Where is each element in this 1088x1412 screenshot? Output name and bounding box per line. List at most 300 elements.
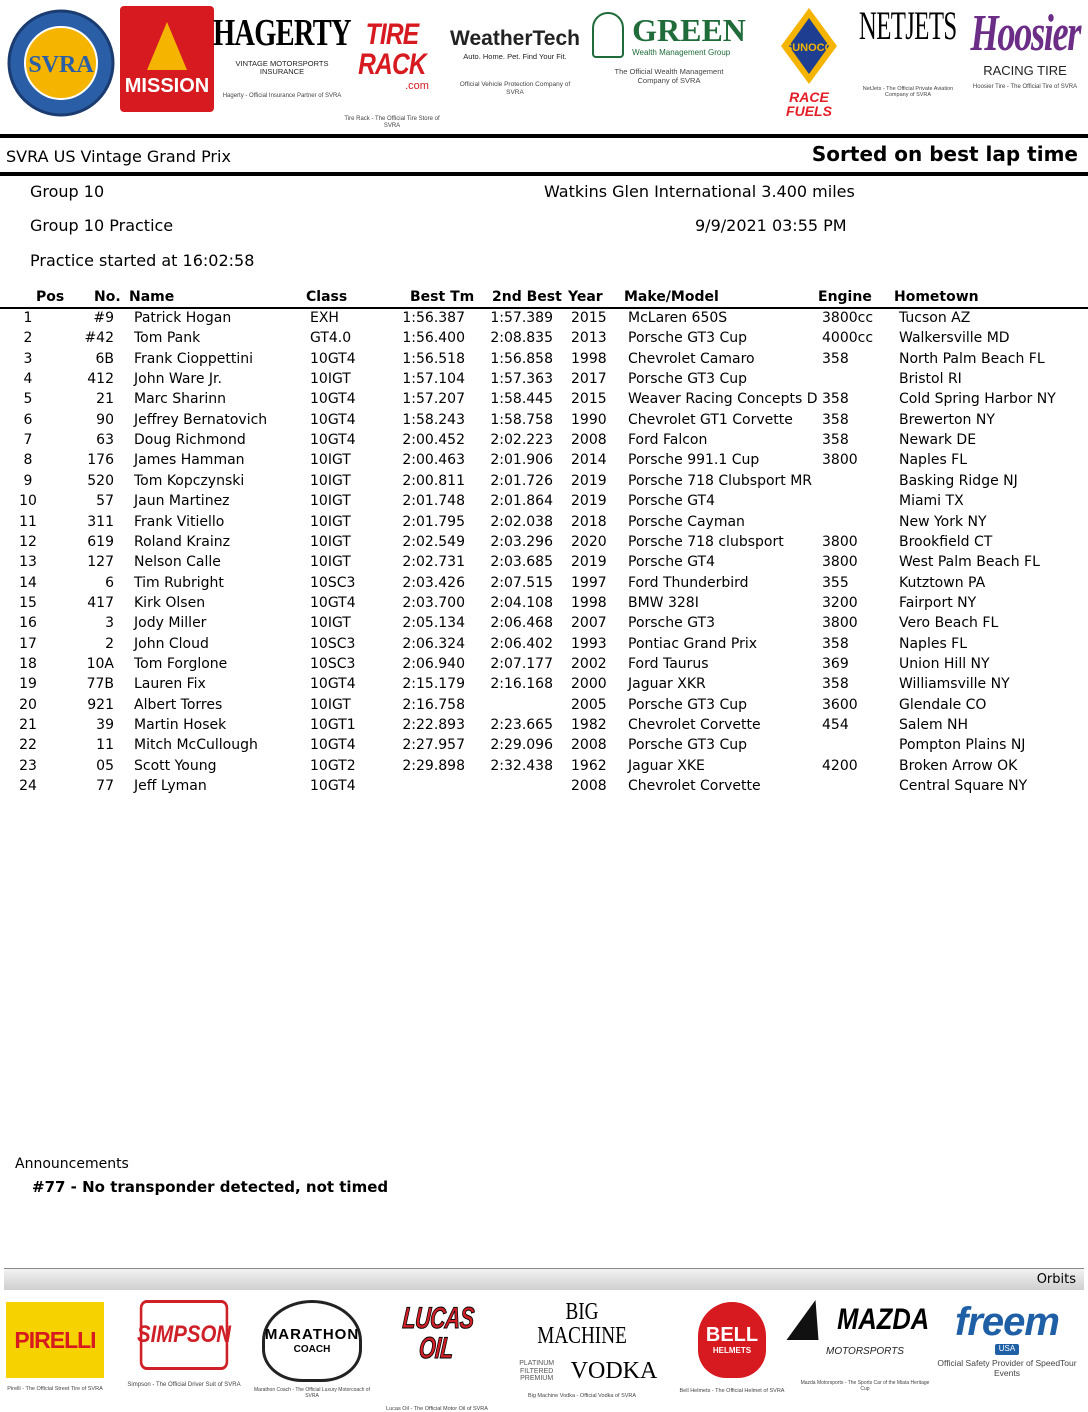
cell-make-model: Porsche 718 Clubsport MR (628, 472, 813, 489)
cell-driver-name: Tom Forglone (134, 655, 228, 672)
cell-best-time: 2:06.940 (402, 655, 465, 672)
cell-pos: 8 (23, 452, 33, 469)
column-header-name: Name (129, 289, 175, 305)
cell-second-best: 1:57.363 (490, 371, 553, 388)
table-row (0, 656, 1088, 676)
cell-pos: 17 (19, 635, 37, 652)
cell-hometown: Cold Spring Harbor NY (899, 391, 1056, 408)
cell-engine: 358 (822, 411, 849, 428)
cell-year: 2013 (571, 330, 607, 347)
cell-class: 10GT2 (310, 757, 356, 774)
bell-helmets-caption: Bell Helmets - The Official Helmet of SVRA (679, 1388, 785, 1394)
cell-make-model: Porsche Cayman (628, 513, 745, 530)
simpson-logo-text: SIMPSON (140, 1300, 228, 1370)
cell-pos: 9 (23, 472, 33, 489)
cell-make-model: Jaguar XKR (628, 676, 706, 693)
cell-best-time: 2:06.324 (402, 635, 465, 652)
footer-brand: Orbits (1036, 1272, 1076, 1287)
cell-make-model: Weaver Racing Concepts D (628, 391, 818, 408)
cell-hometown: West Palm Beach FL (899, 554, 1040, 571)
mission-logo-text: MISSION (124, 75, 210, 97)
cell-best-time: 2:00.452 (402, 432, 465, 449)
cell-hometown: Miami TX (899, 493, 964, 510)
tirerack-logo-icon (340, 20, 444, 130)
cell-class: 10GT4 (310, 778, 356, 795)
marathon-coach-sub: COACH (293, 1344, 331, 1355)
cell-pos: 3 (23, 350, 33, 367)
cell-driver-name: Tom Kopczynski (134, 472, 245, 489)
cell-engine: 3800cc (822, 310, 874, 326)
table-row (0, 615, 1088, 635)
group-label: Group 10 (30, 182, 105, 201)
cell-engine: 358 (822, 635, 849, 652)
green-logo-words (632, 12, 746, 58)
cell-make-model: Ford Taurus (628, 655, 709, 672)
table-row (0, 473, 1088, 493)
cell-second-best: 1:57.389 (490, 310, 553, 326)
cell-second-best: 2:03.296 (490, 533, 553, 550)
cell-best-time: 2:15.179 (402, 676, 465, 693)
cell-pos: 23 (19, 757, 37, 774)
cell-year: 2019 (571, 554, 607, 571)
cell-engine: 3600 (822, 696, 858, 713)
marathon-coach-caption: Marathon Coach - The Official Luxury Motorcoach of SVRA (254, 1387, 370, 1399)
table-row (0, 493, 1088, 513)
sunoco-logo-icon (774, 6, 844, 118)
cell-make-model: BMW 328I (628, 594, 699, 611)
sunoco-logo-text: SUNOCO (784, 42, 834, 54)
cell-hometown: Basking Ridge NJ (899, 472, 1018, 489)
freem-usa-badge: USA (995, 1344, 1019, 1355)
table-row (0, 758, 1088, 778)
cell-second-best: 2:01.726 (490, 472, 553, 489)
cell-make-model: Porsche GT4 (628, 554, 716, 571)
hagerty-caption: Hagerty - Official Insurance Partner of SVRA (222, 92, 342, 99)
column-header-no: No. (94, 289, 121, 305)
cell-second-best: 2:03.685 (490, 554, 553, 571)
cell-second-best: 2:07.177 (490, 655, 553, 672)
cell-best-time: 2:00.463 (402, 452, 465, 469)
footer-bar (4, 1268, 1084, 1290)
green-logo-text: GREEN (632, 12, 746, 49)
weathertech-tagline: Auto. Home. Pet. Find Your Fit. (463, 52, 567, 61)
cell-car-number: 90 (96, 411, 114, 428)
column-header-year: Year (568, 289, 603, 305)
weathertech-logo-icon (452, 28, 578, 96)
cell-class: 10GT4 (310, 350, 356, 367)
cell-driver-name: John Cloud (134, 635, 209, 652)
cell-hometown: Pompton Plains NJ (899, 737, 1026, 754)
cell-best-time: 2:05.134 (402, 615, 465, 632)
cell-class: 10IGT (310, 371, 351, 388)
cell-driver-name: Jaun Martinez (134, 493, 230, 510)
cell-class: 10IGT (310, 615, 351, 632)
bell-helmets-logo-icon (674, 1302, 790, 1394)
cell-second-best: 2:08.835 (490, 330, 553, 347)
cell-class: 10GT4 (310, 391, 356, 408)
cell-driver-name: John Ware Jr. (134, 371, 222, 388)
cell-year: 2015 (571, 310, 607, 326)
cell-hometown: Broken Arrow OK (899, 757, 1018, 774)
cell-driver-name: Scott Young (134, 757, 217, 774)
tirerack-logo-text: TIRE RACK (358, 18, 426, 81)
cell-hometown: Central Square NY (899, 778, 1028, 795)
cell-second-best: 2:07.515 (490, 574, 553, 591)
cell-year: 1962 (571, 757, 607, 774)
cell-best-time: 2:00.811 (402, 472, 465, 489)
mazda-logo-row (793, 1300, 937, 1340)
table-row (0, 412, 1088, 432)
cell-pos: 14 (19, 574, 37, 591)
cell-year: 2008 (571, 737, 607, 754)
cell-pos: 4 (23, 371, 33, 388)
cell-car-number: 21 (96, 391, 114, 408)
header-rule-top (0, 134, 1088, 138)
cell-engine: 3200 (822, 594, 858, 611)
svra-badge-text: SVRA (28, 52, 94, 78)
cell-best-time: 1:57.104 (402, 371, 465, 388)
cell-second-best: 2:29.096 (490, 737, 553, 754)
cell-second-best: 2:16.168 (490, 676, 553, 693)
cell-class: 10GT1 (310, 717, 356, 733)
mazda-motorsports-logo-icon (798, 1300, 932, 1393)
green-logo-row (592, 12, 746, 58)
cell-best-time: 1:56.400 (402, 330, 465, 347)
cell-class: 10SC3 (310, 635, 356, 652)
cell-make-model: Chevrolet Camaro (628, 350, 755, 367)
cell-best-time: 1:56.518 (402, 350, 465, 367)
hagerty-logo-icon (213, 12, 351, 99)
cell-class: 10IGT (310, 513, 351, 530)
cell-year: 2015 (571, 391, 607, 408)
cell-driver-name: Lauren Fix (134, 676, 206, 693)
green-logo-icon (594, 12, 744, 85)
cell-car-number: 6B (95, 350, 114, 367)
column-header-make: Make/Model (624, 289, 719, 305)
simpson-caption: Simpson - The Official Driver Suit of SVRA (127, 1382, 241, 1388)
hoosier-logo-text: Hoosier (970, 5, 1080, 62)
cell-class: 10GT4 (310, 411, 356, 428)
event-title: SVRA US Vintage Grand Prix (6, 147, 231, 166)
green-caption: The Official Wealth Management Company of SVRA (614, 67, 724, 85)
cell-year: 2008 (571, 432, 607, 449)
netjets-caption: NetJets - The Official Private Aviation Company of SVRA (862, 86, 954, 99)
cell-car-number: 311 (87, 513, 114, 530)
cell-year: 1998 (571, 594, 607, 611)
mazda-logo-text: MAZDA (836, 1303, 930, 1336)
cell-driver-name: Marc Sharinn (134, 391, 226, 408)
table-row (0, 432, 1088, 452)
cell-driver-name: James Hamman (134, 452, 245, 469)
cell-pos: 7 (23, 432, 33, 449)
marathon-logo-text: MARATHON (264, 1326, 360, 1343)
cell-make-model: Chevrolet Corvette (628, 778, 761, 795)
cell-year: 2008 (571, 778, 607, 795)
cell-driver-name: Roland Krainz (134, 533, 230, 550)
lucas-oil-caption: Lucas Oil - The Official Motor Oil of SVRA (386, 1406, 488, 1412)
mazda-wing-shape (786, 1300, 831, 1340)
cell-hometown: Union Hill NY (899, 655, 990, 672)
cell-car-number: 520 (87, 472, 114, 489)
hoosier-caption: Hoosier Tire - The Official Tire of SVRA (972, 84, 1078, 91)
cell-driver-name: Jeffrey Bernatovich (134, 411, 268, 428)
cell-car-number: 921 (87, 696, 114, 713)
mission-logo-icon (120, 6, 214, 112)
cell-hometown: Glendale CO (899, 696, 987, 713)
cell-engine: 355 (822, 574, 849, 591)
weathertech-caption: Official Vehicle Protection Company of SVRA (459, 81, 571, 96)
mission-bell-shape (147, 22, 187, 70)
cell-second-best: 2:06.468 (490, 615, 553, 632)
cell-class: 10GT4 (310, 737, 356, 754)
cell-car-number: 619 (87, 533, 114, 550)
cell-class: 10SC3 (310, 574, 356, 591)
simpson-logo-icon (126, 1300, 242, 1389)
cell-engine: 369 (822, 655, 849, 672)
cell-pos: 6 (23, 411, 33, 428)
cell-hometown: North Palm Beach FL (899, 350, 1045, 367)
header-rule-bottom (0, 172, 1088, 176)
announcements-title: Announcements (15, 1156, 129, 1172)
cell-make-model: Jaguar XKE (628, 757, 705, 774)
column-header-hometown: Hometown (894, 289, 979, 305)
sunoco-sub-text: RACE FUELS (786, 89, 832, 119)
sunoco-arrow-graphic (779, 6, 839, 86)
cell-second-best: 1:58.758 (490, 411, 553, 428)
cell-best-time: 1:56.387 (402, 310, 465, 326)
cell-second-best: 1:56.858 (490, 350, 553, 367)
cell-engine: 358 (822, 391, 849, 408)
cell-year: 2007 (571, 615, 607, 632)
tirerack-caption: Tire Rack - The Official Tire Store of SVRA (344, 116, 440, 129)
table-row (0, 697, 1088, 717)
cell-class: 10IGT (310, 554, 351, 571)
cell-car-number: 05 (96, 757, 114, 774)
bell-helmets-sub: HELMETS (712, 1346, 752, 1355)
cell-car-number: 6 (105, 574, 114, 591)
cell-class: 10IGT (310, 696, 351, 713)
cell-car-number: 39 (96, 717, 114, 733)
announcement-text: #77 - No transponder detected, not timed (32, 1178, 389, 1196)
green-tagline: Wealth Management Group (632, 48, 731, 58)
lucas-oil-logo-text: LUCAS OIL (401, 1302, 475, 1365)
cell-make-model: Porsche GT3 Cup (628, 696, 747, 713)
cell-car-number: 176 (87, 452, 114, 469)
top-sponsor-strip (0, 0, 1088, 130)
cell-driver-name: Albert Torres (134, 696, 223, 713)
cell-year: 2000 (571, 676, 607, 693)
cell-second-best: 2:04.108 (490, 594, 553, 611)
cell-class: GT4.0 (310, 330, 352, 347)
cell-engine: 3800 (822, 533, 858, 550)
cell-driver-name: Patrick Hogan (134, 310, 232, 326)
netjets-logo-icon (856, 3, 960, 99)
cell-engine: 454 (822, 717, 849, 733)
cell-hometown: Brookfield CT (899, 533, 993, 550)
cell-car-number: 77 (96, 778, 114, 795)
datetime-label: 9/9/2021 03:55 PM (695, 216, 847, 235)
hagerty-tagline: VINTAGE MOTORSPORTS INSURANCE (235, 59, 329, 77)
mazda-sub-text: MOTORSPORTS (826, 1346, 904, 1357)
cell-pos: 1 (23, 310, 33, 326)
cell-second-best: 2:23.665 (490, 717, 553, 733)
cell-class: EXH (310, 310, 339, 326)
cell-driver-name: Doug Richmond (134, 432, 246, 449)
cell-pos: 11 (19, 513, 37, 530)
table-row (0, 310, 1088, 330)
cell-second-best: 2:06.402 (490, 635, 553, 652)
cell-make-model: McLaren 650S (628, 310, 728, 326)
cell-pos: 15 (19, 594, 37, 611)
cell-best-time: 2:01.748 (402, 493, 465, 510)
cell-best-time: 2:29.898 (402, 757, 465, 774)
cell-hometown: Tucson AZ (899, 310, 971, 326)
sort-label: Sorted on best lap time (811, 142, 1078, 166)
cell-car-number: 412 (87, 371, 114, 388)
cell-driver-name: Tom Pank (134, 330, 201, 347)
cell-driver-name: Mitch McCullough (134, 737, 258, 754)
pirelli-caption: Pirelli - The Official Street Tire of SVRA (7, 1386, 103, 1392)
cell-car-number: 3 (105, 615, 114, 632)
cell-class: 10IGT (310, 472, 351, 489)
cell-year: 2014 (571, 452, 607, 469)
session-start-label: Practice started at 16:02:58 (30, 251, 255, 270)
column-header-best: Best Tm (410, 289, 475, 305)
cell-engine: 4000cc (822, 330, 874, 347)
table-row (0, 737, 1088, 757)
table-row (0, 452, 1088, 472)
cell-year: 1982 (571, 717, 607, 733)
cell-best-time: 1:58.243 (402, 411, 465, 428)
cell-make-model: Porsche 991.1 Cup (628, 452, 760, 469)
cell-second-best: 2:01.906 (490, 452, 553, 469)
cell-hometown: Naples FL (899, 635, 968, 652)
cell-make-model: Chevrolet GT1 Corvette (628, 411, 793, 428)
table-row (0, 391, 1088, 411)
cell-driver-name: Kirk Olsen (134, 594, 206, 611)
cell-engine: 3800 (822, 615, 858, 632)
cell-make-model: Porsche GT3 Cup (628, 371, 747, 388)
cell-make-model: Ford Falcon (628, 432, 708, 449)
cell-year: 1998 (571, 350, 607, 367)
cell-year: 2019 (571, 472, 607, 489)
svra-badge-icon (6, 2, 116, 124)
big-machine-vodka-text: VODKA (570, 1358, 658, 1384)
cell-best-time: 2:22.893 (402, 717, 465, 733)
column-header-second: 2nd Best (492, 289, 562, 305)
table-row (0, 595, 1088, 615)
cell-class: 10GT4 (310, 432, 356, 449)
cell-year: 2017 (571, 371, 607, 388)
column-header-class: Class (306, 289, 348, 305)
svra-badge-graphic (6, 2, 116, 124)
bottom-sponsor-strip (0, 1292, 1088, 1412)
cell-pos: 20 (19, 696, 37, 713)
cell-hometown: Naples FL (899, 452, 968, 469)
hoosier-tagline: RACING TIRE (983, 63, 1067, 78)
cell-car-number: 127 (87, 554, 114, 571)
cell-car-number: 2 (105, 635, 114, 652)
cell-best-time: 2:01.795 (402, 513, 465, 530)
cell-driver-name: Nelson Calle (134, 554, 221, 571)
cell-year: 1993 (571, 635, 607, 652)
cell-class: 10IGT (310, 452, 351, 469)
cell-hometown: Walkersville MD (899, 330, 1010, 347)
cell-pos: 13 (19, 554, 37, 571)
bell-helmets-emblem (698, 1302, 766, 1378)
track-label: Watkins Glen International 3.400 miles (544, 182, 855, 201)
cell-year: 2019 (571, 493, 607, 510)
cell-best-time: 2:03.700 (402, 594, 465, 611)
cell-make-model: Porsche GT3 (628, 615, 716, 632)
cell-pos: 10 (19, 493, 37, 510)
cell-engine: 3800 (822, 554, 858, 571)
cell-class: 10IGT (310, 493, 351, 510)
cell-second-best: 2:32.438 (490, 757, 553, 774)
cell-second-best: 2:01.864 (490, 493, 553, 510)
table-row (0, 636, 1088, 656)
big-machine-caption: Big Machine Vodka - Official Vodka of SVRA (527, 1393, 637, 1399)
table-row (0, 778, 1088, 798)
cell-best-time: 2:02.731 (402, 554, 465, 571)
cell-best-time: 2:16.758 (402, 696, 465, 713)
freem-logo-text: freem (955, 1300, 1059, 1344)
cell-pos: 12 (19, 533, 37, 550)
lucas-oil-logo-icon (378, 1304, 496, 1412)
cell-driver-name: Jody Miller (134, 615, 207, 632)
table-row (0, 330, 1088, 350)
table-row (0, 371, 1088, 391)
cell-pos: 16 (19, 615, 37, 632)
hoosier-logo-icon (966, 5, 1084, 91)
cell-make-model: Porsche GT4 (628, 493, 716, 510)
big-machine-sub-row (507, 1358, 658, 1385)
cell-hometown: Salem NH (899, 717, 969, 733)
table-row (0, 575, 1088, 595)
cell-driver-name: Frank Vitiello (134, 513, 225, 530)
cell-pos: 2 (23, 330, 33, 347)
cell-pos: 22 (19, 737, 37, 754)
cell-pos: 21 (19, 717, 37, 733)
cell-engine: 358 (822, 350, 849, 367)
pirelli-logo-icon (4, 1302, 106, 1392)
results-table-header (0, 289, 1088, 309)
cell-year: 1990 (571, 411, 607, 428)
cell-driver-name: Tim Rubright (134, 574, 224, 591)
hagerty-logo-text: HAGERTY (213, 12, 351, 54)
cell-class: 10GT4 (310, 594, 356, 611)
cell-make-model: Porsche GT3 Cup (628, 330, 747, 347)
cell-second-best: 1:58.445 (490, 391, 553, 408)
cell-best-time: 1:57.207 (402, 391, 465, 408)
freem-logo-icon (934, 1302, 1080, 1378)
marathon-coach-emblem (262, 1300, 362, 1382)
cell-pos: 18 (19, 655, 37, 672)
big-machine-logo-text: BIG MACHINE (537, 1299, 627, 1349)
cell-hometown: Vero Beach FL (899, 615, 999, 632)
cell-make-model: Porsche 718 clubsport (628, 533, 784, 550)
table-row (0, 676, 1088, 696)
cell-hometown: Brewerton NY (899, 411, 995, 428)
cell-car-number: 77B (86, 676, 114, 693)
cell-car-number: 63 (96, 432, 114, 449)
cell-engine: 358 (822, 676, 849, 693)
cell-car-number: 417 (87, 594, 114, 611)
marathon-coach-logo-icon (248, 1300, 376, 1400)
mazda-caption: Mazda Motorsports - The Sports Car of the Miata Heritage Cup (800, 1380, 930, 1392)
cell-driver-name: Jeff Lyman (134, 778, 207, 795)
cell-make-model: Pontiac Grand Prix (628, 635, 758, 652)
